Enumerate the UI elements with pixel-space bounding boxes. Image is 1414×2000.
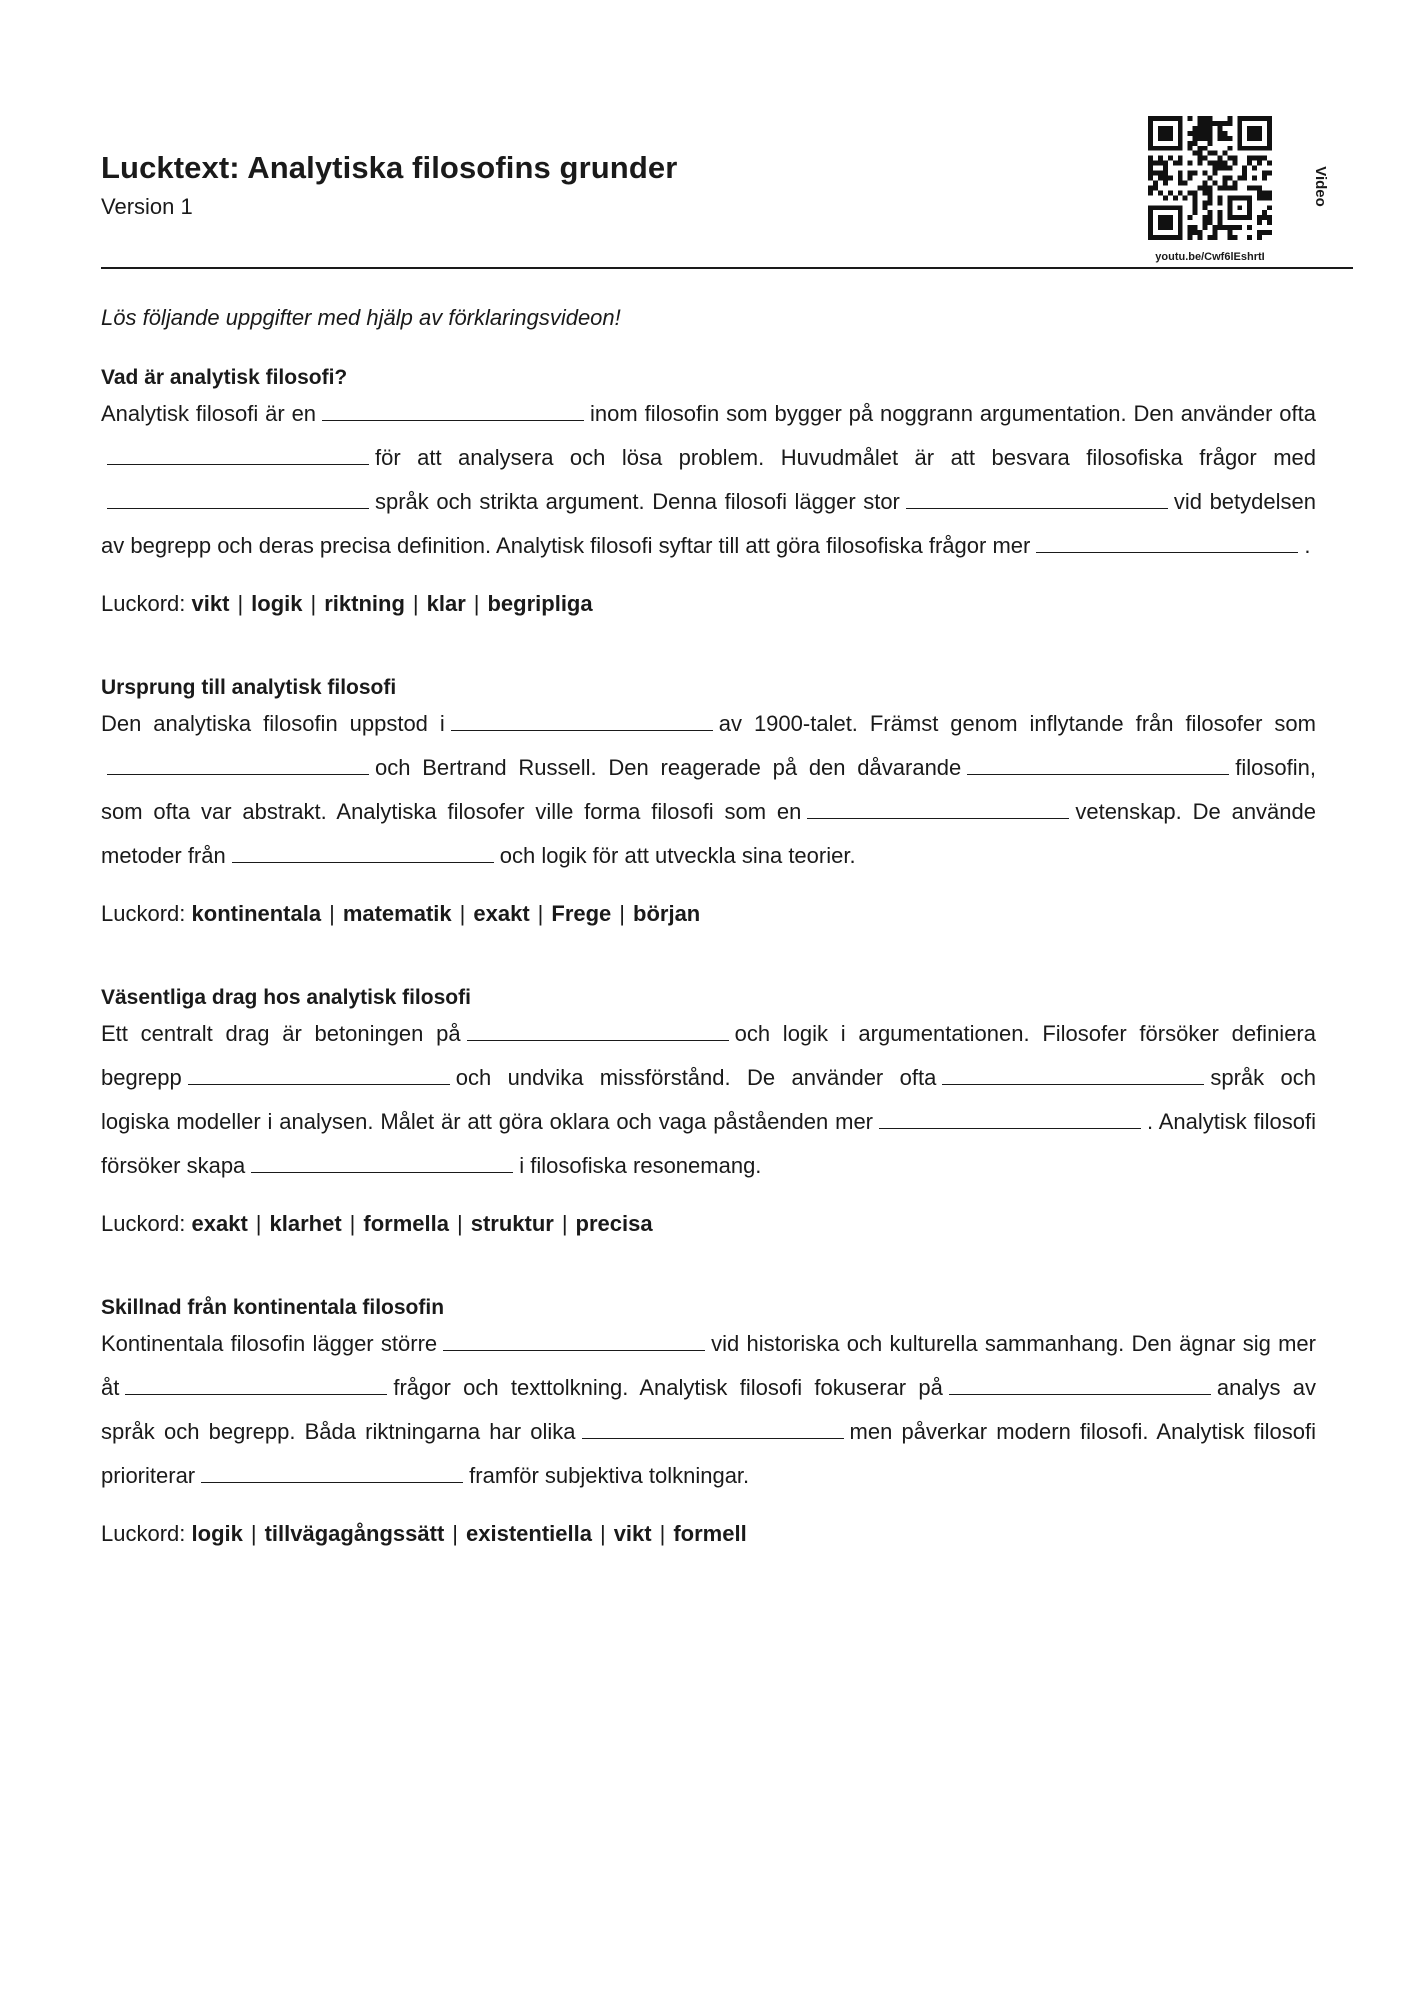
blank-field[interactable] <box>107 490 369 509</box>
text-segment: och Bertrand Russell. Den reagerade på den dåvarande <box>375 755 962 780</box>
section-heading: Väsentliga drag hos analytisk filosofi <box>101 986 471 1009</box>
text-segment: språk och logiska modeller i analysen. Målet är att göra oklara och vaga påståenden mer <box>101 1065 1316 1134</box>
word-bank-item: logik <box>191 1521 243 1546</box>
word-bank-item: tillvägagångssätt <box>264 1521 445 1546</box>
instruction-text: Lös följande uppgifter med hjälp av förklaringsvideon! <box>101 305 621 330</box>
section-heading: Vad är analytisk filosofi? <box>101 366 348 389</box>
blank-field[interactable] <box>582 1420 844 1439</box>
word-bank-item: struktur <box>470 1211 554 1236</box>
word-bank-item: vikt <box>191 591 230 616</box>
version-label: Version 1 <box>101 194 193 219</box>
text-segment: i filosofiska resonemang. <box>519 1153 762 1178</box>
text-segment: analys av språk och begrepp. Båda riktningarna har olika <box>101 1375 1316 1444</box>
cloze-paragraph <box>101 702 1316 878</box>
text-segment: vid betydelsen av begrepp och deras precisa definition. Analytisk filosofi syftar till att göra filosofiska frågor mer <box>101 489 1316 558</box>
header-divider <box>101 267 1353 269</box>
section-ursprung <box>101 674 1316 932</box>
text-segment: Kontinentala filosofin lägger större <box>101 1331 438 1356</box>
section-vad-ar <box>101 364 1316 622</box>
text-segment: vetenskap. De använde metoder från <box>101 799 1316 868</box>
word-bank: Luckord: logik | tillvägagångssätt | existentiella | vikt | formell <box>101 1521 747 1546</box>
text-segment: och undvika missförstånd. De använder ofta <box>455 1065 937 1090</box>
word-bank-item: kontinentala <box>191 901 322 926</box>
text-segment: och logik i argumentationen. Filosofer försöker definiera begrepp <box>101 1021 1316 1090</box>
blank-field[interactable] <box>125 1376 387 1395</box>
word-bank-item: exakt <box>191 1211 248 1236</box>
text-segment: språk och strikta argument. Denna filosofi lägger stor <box>375 489 900 514</box>
section-skillnad <box>101 1294 1316 1552</box>
worksheet-body <box>101 300 1316 1604</box>
word-bank-item: existentiella <box>466 1521 592 1546</box>
cloze-paragraph <box>101 392 1316 568</box>
text-segment: Den analytiska filosofin uppstod i <box>101 711 445 736</box>
blank-field[interactable] <box>251 1154 513 1173</box>
blank-field[interactable] <box>906 490 1168 509</box>
word-bank-item: matematik <box>342 901 452 926</box>
blank-field[interactable] <box>107 446 369 465</box>
word-bank: Luckord: vikt | logik | riktning | klar | begripliga <box>101 591 593 616</box>
word-bank-label: Luckord: <box>101 591 186 616</box>
word-bank-item: Frege <box>551 901 612 926</box>
word-bank-item: början <box>633 901 701 926</box>
blank-field[interactable] <box>807 800 1069 819</box>
qr-code[interactable] <box>1148 116 1272 240</box>
blank-field[interactable] <box>201 1464 463 1483</box>
section-heading: Ursprung till analytisk filosofi <box>101 676 397 699</box>
word-bank: Luckord: kontinentala | matematik | exakt | Frege | början <box>101 901 701 926</box>
blank-field[interactable] <box>1036 534 1298 553</box>
text-segment: filosofin, som ofta var abstrakt. Analytiska filosofer ville forma filosofi som en <box>101 755 1316 824</box>
word-bank-item: begripliga <box>487 591 593 616</box>
text-segment: av 1900-talet. Främst genom inflytande från filosofer som <box>718 711 1316 736</box>
blank-field[interactable] <box>322 402 584 421</box>
text-segment: Analytisk filosofi är en <box>101 401 317 426</box>
text-segment: vid historiska och kulturella sammanhang. Den ägnar sig mer åt <box>101 1331 1316 1400</box>
text-segment: frågor och texttolkning. Analytisk filosofi fokuserar på <box>393 1375 943 1400</box>
section-vasentliga-drag <box>101 984 1316 1242</box>
cloze-paragraph <box>101 1012 1316 1188</box>
worksheet-title: Lucktext: Analytiska filosofins grunder <box>101 150 678 185</box>
text-segment: för att analysera och lösa problem. Huvudmålet är att besvara filosofiska frågor med <box>375 445 1316 470</box>
word-bank-item: precisa <box>575 1211 653 1236</box>
blank-field[interactable] <box>232 844 494 863</box>
worksheet-header <box>101 150 677 220</box>
word-bank-item: formella <box>363 1211 449 1236</box>
text-segment: och logik för att utveckla sina teorier. <box>499 843 856 868</box>
text-segment: men påverkar modern filosofi. Analytisk filosofi prioriterar <box>101 1419 1316 1488</box>
word-bank-item: riktning <box>324 591 405 616</box>
section-heading: Skillnad från kontinentala filosofin <box>101 1296 445 1319</box>
blank-field[interactable] <box>467 1022 729 1041</box>
blank-field[interactable] <box>949 1376 1211 1395</box>
blank-field[interactable] <box>879 1110 1141 1129</box>
word-bank-item: klarhet <box>269 1211 342 1236</box>
text-segment: . <box>1304 533 1311 558</box>
blank-field[interactable] <box>942 1066 1204 1085</box>
word-bank-label: Luckord: <box>101 901 186 926</box>
word-bank-label: Luckord: <box>101 1521 186 1546</box>
text-segment: inom filosofin som bygger på noggrann argumentation. Den använder ofta <box>590 401 1316 426</box>
text-segment: Ett centralt drag är betoningen på <box>101 1021 461 1046</box>
blank-field[interactable] <box>451 712 713 731</box>
word-bank-item: klar <box>426 591 466 616</box>
blank-field[interactable] <box>443 1332 705 1351</box>
video-side-label: Video <box>1311 166 1329 207</box>
word-bank-item: vikt <box>613 1521 652 1546</box>
blank-field[interactable] <box>967 756 1229 775</box>
word-bank-item: exakt <box>473 901 530 926</box>
blank-field[interactable] <box>107 756 369 775</box>
text-segment: . Analytisk filosofi försöker skapa <box>101 1109 1316 1178</box>
word-bank-label: Luckord: <box>101 1211 186 1236</box>
blank-field[interactable] <box>188 1066 450 1085</box>
word-bank-item: logik <box>251 591 303 616</box>
text-segment: framför subjektiva tolkningar. <box>469 1463 750 1488</box>
word-bank: Luckord: exakt | klarhet | formella | struktur | precisa <box>101 1211 653 1236</box>
cloze-paragraph <box>101 1322 1316 1498</box>
qr-url-text[interactable]: youtu.be/Cwf6lEshrtI <box>1155 251 1265 263</box>
word-bank-item: formell <box>673 1521 747 1546</box>
